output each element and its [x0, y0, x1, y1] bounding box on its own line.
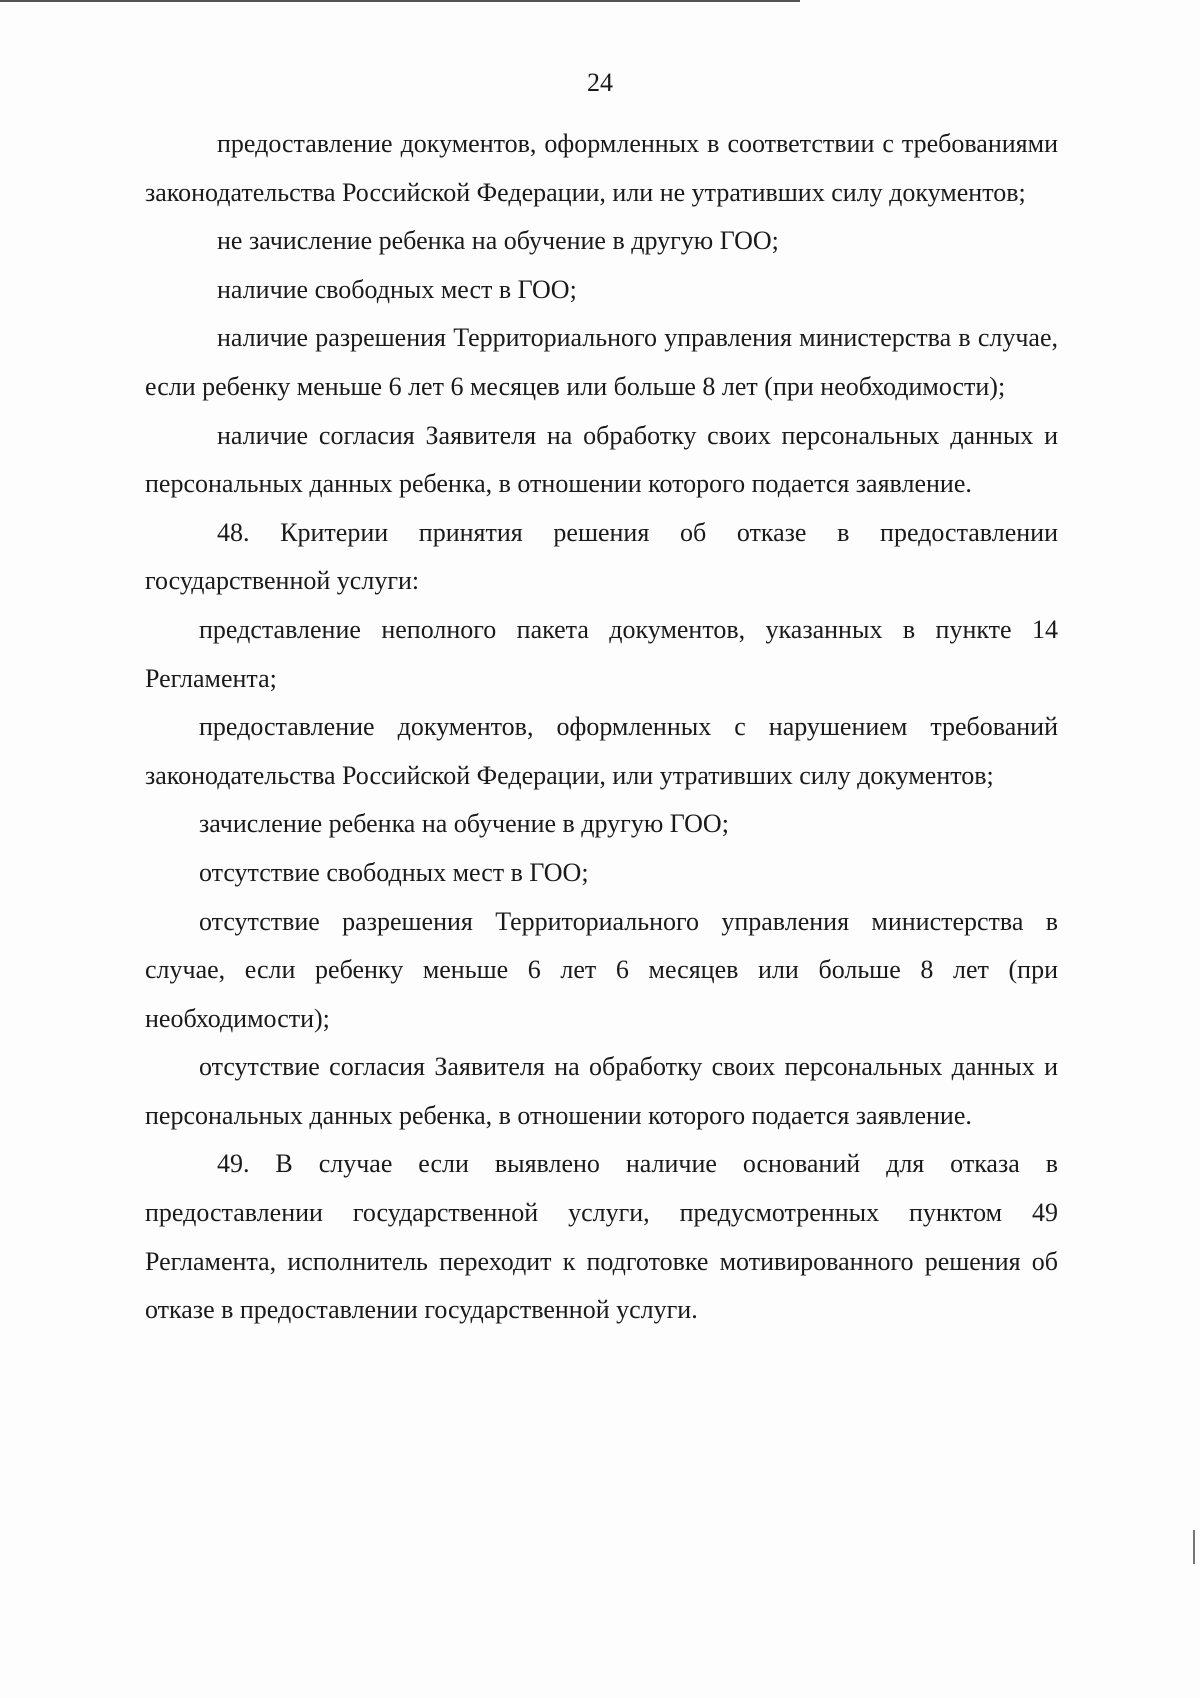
paragraph: зачисление ребенка на обучение в другую ГОО;: [199, 809, 729, 839]
paragraph: не зачисление ребенка на обучение в другую ГОО;: [217, 226, 779, 256]
paragraph: отсутствие согласия Заявителя на обработку своих персональных данных и персональных данных ребенка, в отношении которого подается заявление.: [145, 1052, 1058, 1130]
scan-artifact-mark: [1193, 1530, 1195, 1564]
paragraph: отсутствие разрешения Территориального управления министерства в случае, если ребенку меньше 6 лет 6 месяцев или больше 8 лет (при необходимости);: [145, 906, 1058, 1033]
clause-48-heading: 48. Критерии принятия решения об отказе в предоставлении государственной услуги:: [145, 517, 1058, 596]
paragraph: предоставление документов, оформленных с нарушением требований законодательства Российской Федерации, или утративших силу документов;: [145, 712, 1058, 790]
page-number: 24: [587, 68, 613, 97]
paragraph: наличие согласия Заявителя на обработку своих персональных данных и персональных данных ребенка, в отношении которого подается заявление.: [145, 420, 1058, 499]
top-scan-border: [0, 0, 800, 2]
clause-49-paragraph: 49. В случае если выявлено наличие оснований для отказа в предоставлении государственной услуги, предусмотренных пунктом 49 Регламента, исполнитель переходит к подготовке мотивированного решения об отказе в предоставлении государственной услуги.: [145, 1149, 1058, 1325]
paragraph: предоставление документов, оформленных в соответствии с требованиями законодательства Российской Федерации, или не утративших силу документов;: [145, 129, 1058, 207]
document-body: [145, 120, 1058, 1335]
paragraph: наличие разрешения Территориального управления министерства в случае, если ребенку меньше 6 лет 6 месяцев или больше 8 лет (при необходимости);: [145, 323, 1058, 401]
paragraph: отсутствие свободных мест в ГОО;: [199, 857, 589, 887]
paragraph: наличие свободных мест в ГОО;: [217, 274, 577, 304]
paragraph: представление неполного пакета документов, указанных в пункте 14 Регламента;: [145, 614, 1058, 693]
